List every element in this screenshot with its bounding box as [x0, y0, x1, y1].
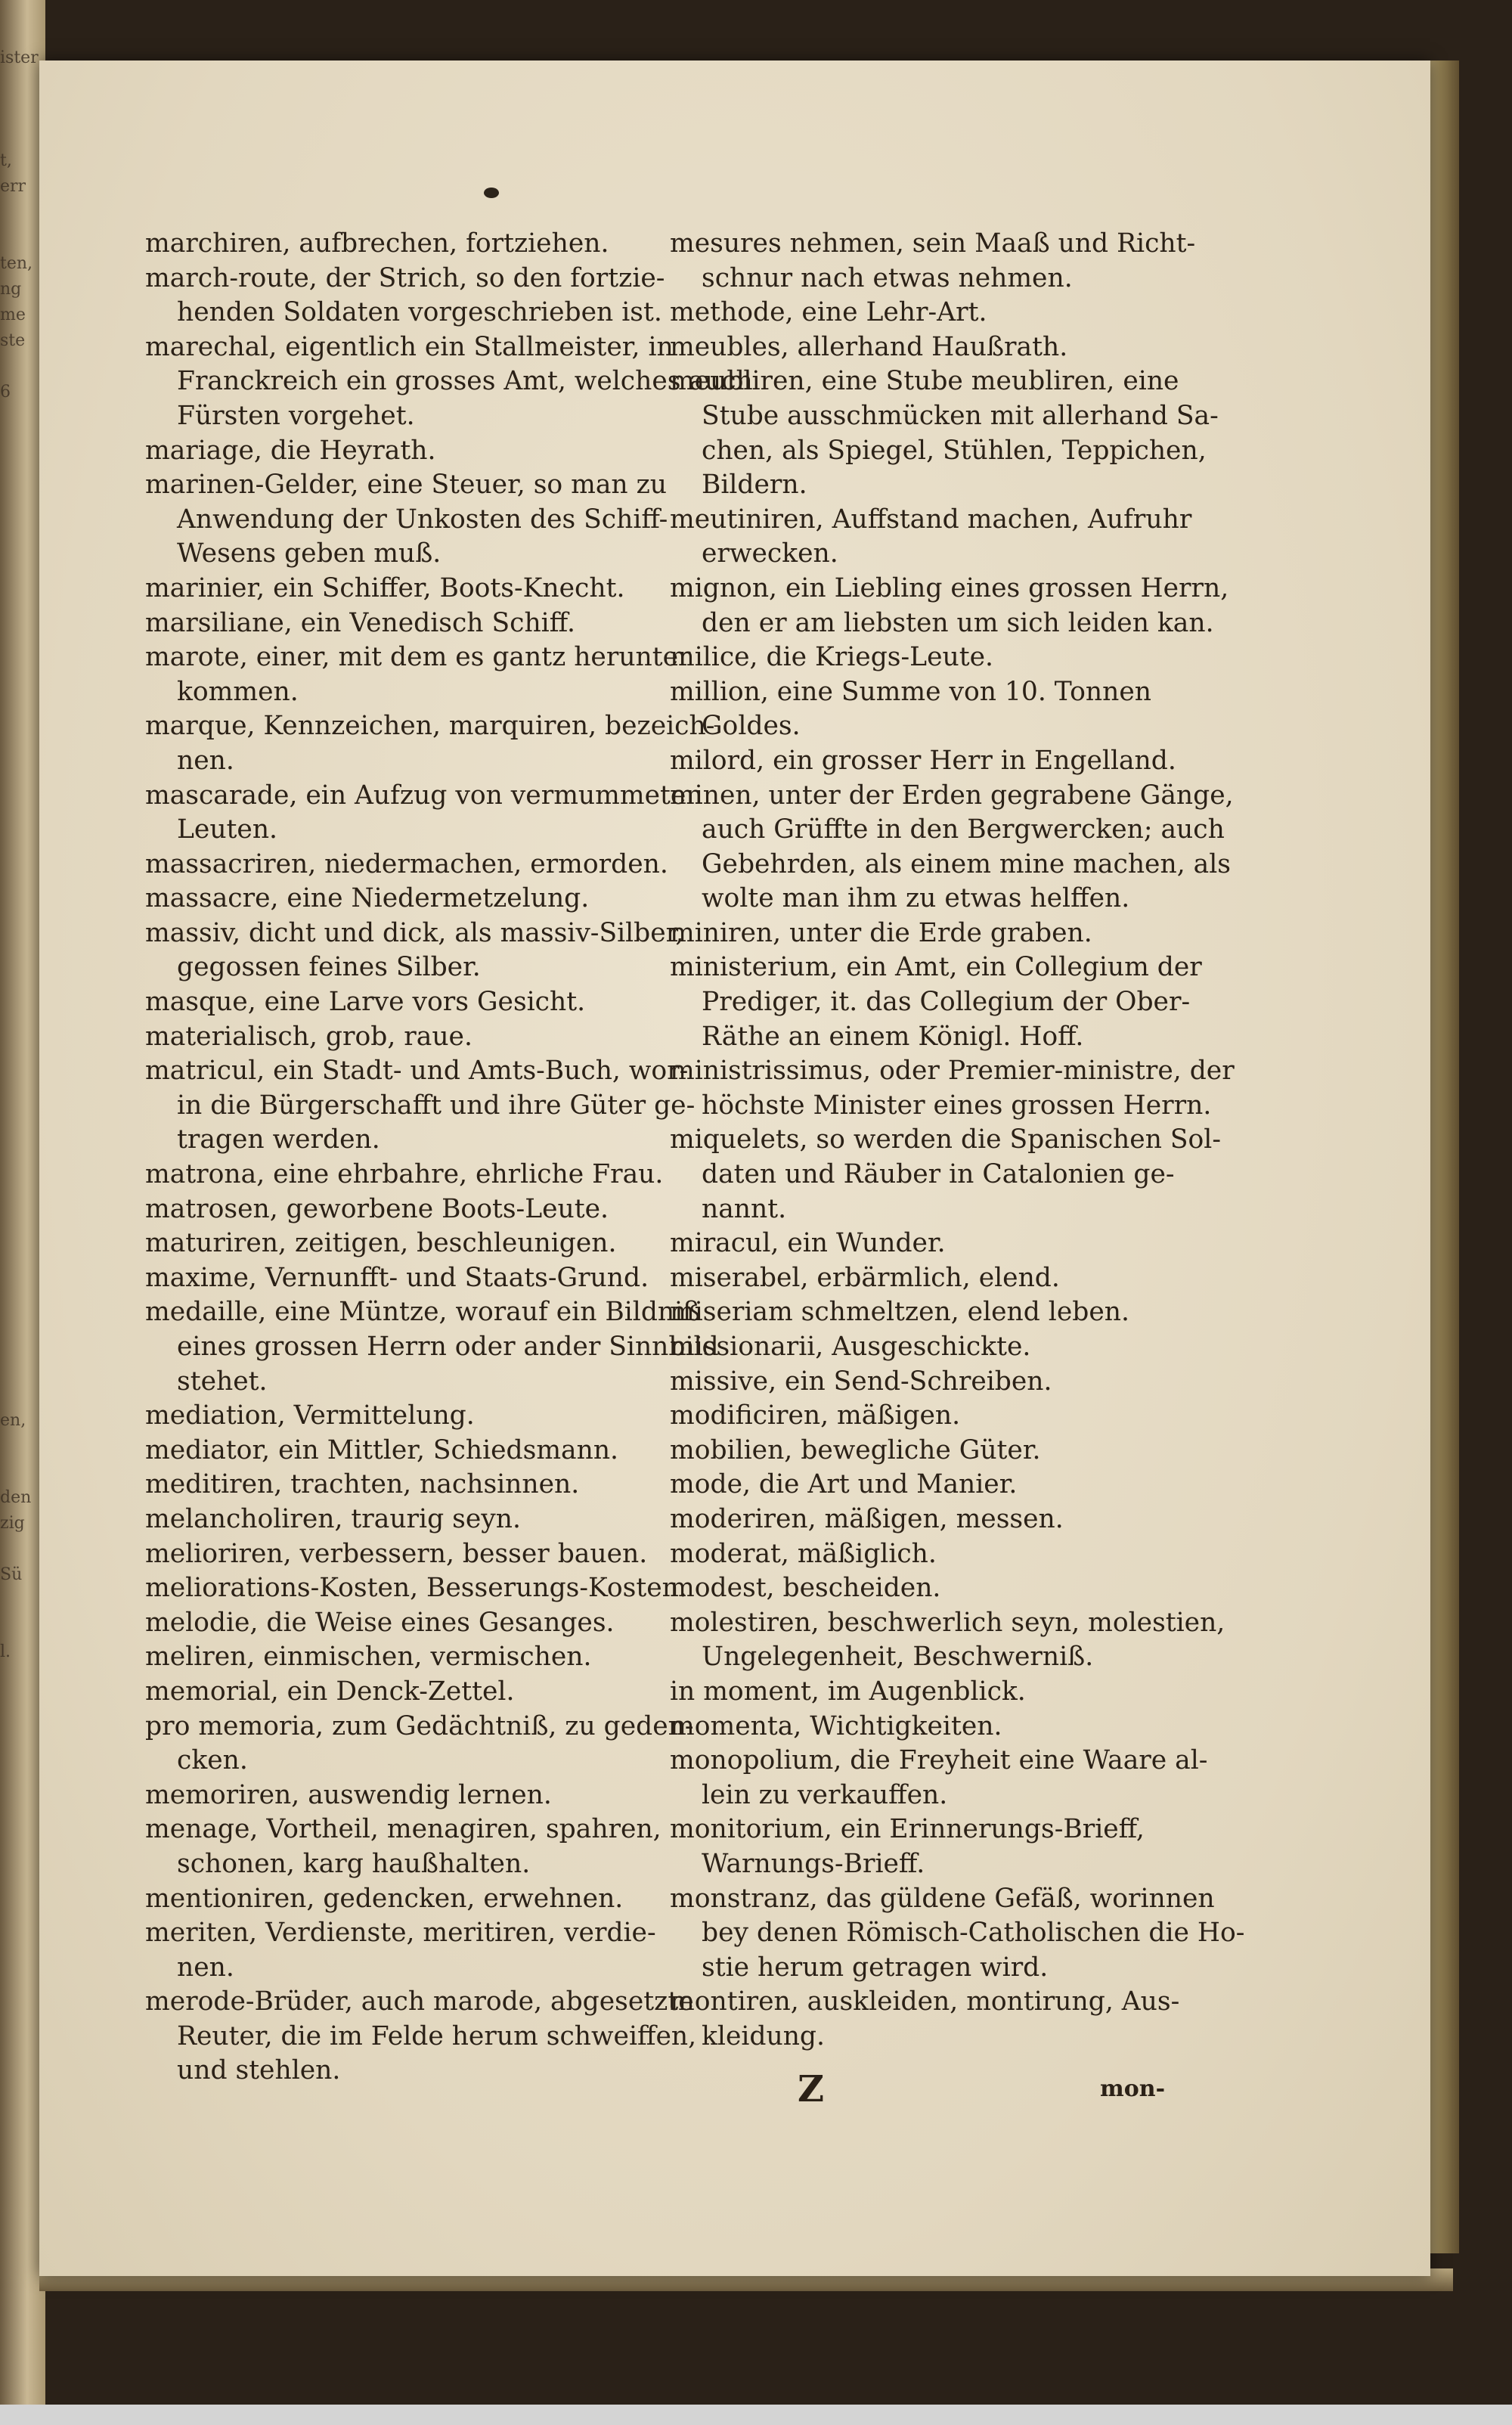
entry-continuation-line: Anwendung der Unkosten des Schiff- — [177, 504, 668, 535]
entry-line: mediation, Vermittelung. — [145, 1400, 475, 1431]
entry-line: in moment, im Augenblick. — [670, 1676, 1026, 1707]
entry-continuation-line: Reuter, die im Felde herum schweiffen, — [177, 2020, 697, 2051]
entry-continuation-line: erwecken. — [702, 538, 838, 569]
entry-continuation-line: schnur nach etwas nehmen. — [702, 262, 1073, 293]
signature-mark: Z — [798, 2068, 825, 2110]
entry-line: massacriren, niedermachen, ermorden. — [145, 848, 668, 879]
entry-continuation-line: Franckreich ein grosses Amt, welches auch — [177, 366, 753, 397]
entry-line: methode, eine Lehr-Art. — [670, 297, 987, 328]
entry-line: melioriren, verbessern, besser bauen. — [145, 1538, 648, 1569]
entry-continuation-line: bey denen Römisch-Catholischen die Ho- — [702, 1918, 1245, 1949]
entry-continuation-line: nen. — [177, 745, 234, 776]
entry-continuation-line: nen. — [177, 1952, 234, 1983]
entry-line: moderiren, mäßigen, messen. — [670, 1503, 1064, 1534]
entry-line: mascarade, ein Aufzug von vermummeten — [145, 780, 703, 811]
entry-line: matrona, eine ehrbahre, ehrliche Frau. — [145, 1159, 664, 1190]
ink-spot — [484, 188, 499, 198]
entry-line: missionarii, Ausgeschickte. — [670, 1332, 1031, 1362]
entry-continuation-line: in die Bürgerschafft und ihre Güter ge- — [177, 1090, 696, 1121]
entry-line: menage, Vortheil, menagiren, spahren, — [145, 1814, 662, 1845]
entry-continuation-line: chen, als Spiegel, Stühlen, Teppichen, — [702, 435, 1207, 466]
entry-line: maturiren, zeitigen, beschleunigen. — [145, 1228, 617, 1259]
entry-line: mignon, ein Liebling eines grossen Herrn, — [670, 572, 1229, 603]
entry-continuation-line: Gebehrden, als einem mine machen, als — [702, 848, 1231, 879]
entry-continuation-line: Bildern. — [702, 470, 807, 501]
entry-line: medaille, eine Müntze, worauf ein Bildniß — [145, 1297, 701, 1328]
entry-line: meubliren, eine Stube meubliren, eine — [670, 366, 1179, 397]
entry-line: montiren, auskleiden, montirung, Aus- — [670, 1986, 1180, 2017]
entry-continuation-line: eines grossen Herrn oder ander Sinnbild — [177, 1332, 719, 1362]
entry-line: matrosen, geworbene Boots-Leute. — [145, 1193, 609, 1224]
entry-continuation-line: kommen. — [177, 676, 299, 707]
entry-line: melancholiren, traurig seyn. — [145, 1503, 521, 1534]
entry-line: modest, bescheiden. — [670, 1573, 941, 1604]
entry-line: milord, ein grosser Herr in Engelland. — [670, 745, 1176, 776]
entry-continuation-line: gegossen feines Silber. — [177, 952, 481, 983]
entry-line: maxime, Vernunfft- und Staats-Grund. — [145, 1262, 649, 1293]
entry-continuation-line: nannt. — [702, 1193, 787, 1224]
entry-line: minen, unter der Erden gegrabene Gänge, — [670, 780, 1234, 811]
entry-line: molestiren, beschwerlich seyn, molestien, — [670, 1607, 1225, 1638]
entry-continuation-line: Warnungs-Brieff. — [702, 1848, 925, 1879]
entry-line: ministerium, ein Amt, ein Collegium der — [670, 952, 1202, 983]
entry-line: monopolium, die Freyheit eine Waare al- — [670, 1745, 1208, 1776]
entry-continuation-line: kleidung. — [702, 2020, 825, 2051]
entry-line: meliorations-Kosten, Besserungs-Kosten. — [145, 1573, 687, 1604]
entry-line: momenta, Wichtigkeiten. — [670, 1710, 1002, 1741]
entry-line: milice, die Kriegs-Leute. — [670, 642, 993, 673]
entry-line: matricul, ein Stadt- und Amts-Buch, wor- — [145, 1056, 689, 1087]
entry-line: merode-Brüder, auch marode, abgesetzte — [145, 1986, 694, 2017]
entry-continuation-line: Prediger, it. das Collegium der Ober- — [702, 987, 1191, 1018]
entry-continuation-line: stie herum getragen wird. — [702, 1952, 1049, 1983]
entry-line: memoriren, auswendig lernen. — [145, 1779, 552, 1810]
entry-line: marque, Kennzeichen, marquiren, bezeich- — [145, 711, 715, 742]
entry-line: marechal, eigentlich ein Stallmeister, in — [145, 331, 674, 362]
entry-line: marinen-Gelder, eine Steuer, so man zu — [145, 470, 668, 501]
entry-line: memorial, ein Denck-Zettel. — [145, 1676, 515, 1707]
entry-line: mobilien, bewegliche Güter. — [670, 1434, 1041, 1465]
entry-continuation-line: und stehlen. — [177, 2055, 341, 2086]
entry-line: missive, ein Send-Schreiben. — [670, 1366, 1052, 1397]
catchword: mon- — [1100, 2076, 1166, 2102]
entry-continuation-line: wolte man ihm zu etwas helffen. — [702, 883, 1130, 914]
entry-continuation-line: henden Soldaten vorgeschrieben ist. — [177, 297, 662, 328]
entry-continuation-line: stehet. — [177, 1366, 268, 1397]
entry-line: miracul, ein Wunder. — [670, 1228, 946, 1259]
entry-line: marinier, ein Schiffer, Boots-Knecht. — [145, 572, 625, 603]
previous-page-edge: ister t, err ten, ng me ste 6 en, den zig Sü l. — [0, 48, 39, 1661]
entry-continuation-line: cken. — [177, 1745, 248, 1776]
entry-line: moderat, mäßiglich. — [670, 1538, 937, 1569]
entry-line: meliren, einmischen, vermischen. — [145, 1642, 592, 1673]
entry-continuation-line: den er am liebsten um sich leiden kan. — [702, 607, 1214, 638]
entry-line: meubles, allerhand Haußrath. — [670, 331, 1068, 362]
entry-continuation-line: lein zu verkauffen. — [702, 1779, 948, 1810]
entry-line: meutiniren, Auffstand machen, Aufruhr — [670, 504, 1192, 535]
entry-continuation-line: auch Grüffte in den Bergwercken; auch — [702, 814, 1225, 845]
entry-line: miniren, unter die Erde graben. — [670, 917, 1092, 948]
entry-line: ministrissimus, oder Premier-ministre, der — [670, 1056, 1235, 1087]
viewer-bottom-bar — [0, 2405, 1512, 2425]
entry-line: monstranz, das güldene Gefäß, worinnen — [670, 1883, 1215, 1914]
entry-line: materialisch, grob, raue. — [145, 1021, 472, 1052]
right-column — [670, 227, 1245, 2054]
entry-line: pro memoria, zum Gedächtniß, zu geden- — [145, 1710, 694, 1741]
entry-continuation-line: Leuten. — [177, 814, 278, 845]
entry-continuation-line: Goldes. — [702, 711, 801, 742]
entry-line: million, eine Summe von 10. Tonnen — [670, 676, 1151, 707]
entry-line: massiv, dicht und dick, als massiv-Silber, — [145, 917, 684, 948]
entry-continuation-line: Räthe an einem Königl. Hoff. — [702, 1021, 1084, 1052]
entry-line: miserabel, erbärmlich, elend. — [670, 1262, 1060, 1293]
entry-line: marote, einer, mit dem es gantz herunter — [145, 642, 691, 673]
entry-line: modificiren, mäßigen. — [670, 1400, 961, 1431]
entry-line: march-route, der Strich, so den fortzie- — [145, 262, 665, 293]
entry-line: marchiren, aufbrechen, fortziehen. — [145, 228, 609, 259]
entry-line: mode, die Art und Manier. — [670, 1469, 1018, 1500]
entry-continuation-line: Wesens geben muß. — [177, 538, 442, 569]
library-logo-icon — [6, 2406, 36, 2423]
entry-continuation-line: tragen werden. — [177, 1124, 380, 1155]
entry-line: melodie, die Weise eines Gesanges. — [145, 1607, 615, 1638]
entry-line: mentioniren, gedencken, erwehnen. — [145, 1883, 624, 1914]
entry-line: meditiren, trachten, nachsinnen. — [145, 1469, 580, 1500]
entry-line: masque, eine Larve vors Gesicht. — [145, 987, 586, 1018]
entry-continuation-line: schonen, karg haußhalten. — [177, 1848, 531, 1879]
entry-line: monitorium, ein Erinnerungs-Brieff, — [670, 1814, 1145, 1845]
entry-line: miseriam schmeltzen, elend leben. — [670, 1297, 1129, 1328]
entry-line: meriten, Verdienste, meritiren, verdie- — [145, 1918, 656, 1949]
entry-line: mediator, ein Mittler, Schiedsmann. — [145, 1434, 619, 1465]
entry-line: mesures nehmen, sein Maaß und Richt- — [670, 228, 1196, 259]
entry-continuation-line: Stube ausschmücken mit allerhand Sa- — [702, 400, 1219, 431]
entry-line: massacre, eine Niedermetzelung. — [145, 883, 590, 914]
entry-continuation-line: daten und Räuber in Catalonien ge- — [702, 1159, 1175, 1190]
entry-continuation-line: höchste Minister eines grossen Herrn. — [702, 1090, 1212, 1121]
entry-line: miquelets, so werden die Spanischen Sol- — [670, 1124, 1221, 1155]
entry-continuation-line: Ungelegenheit, Beschwerniß. — [702, 1642, 1094, 1673]
entry-continuation-line: Fürsten vorgehet. — [177, 400, 415, 431]
entry-line: marsiliane, ein Venedisch Schiff. — [145, 607, 575, 638]
entry-line: mariage, die Heyrath. — [145, 435, 436, 466]
